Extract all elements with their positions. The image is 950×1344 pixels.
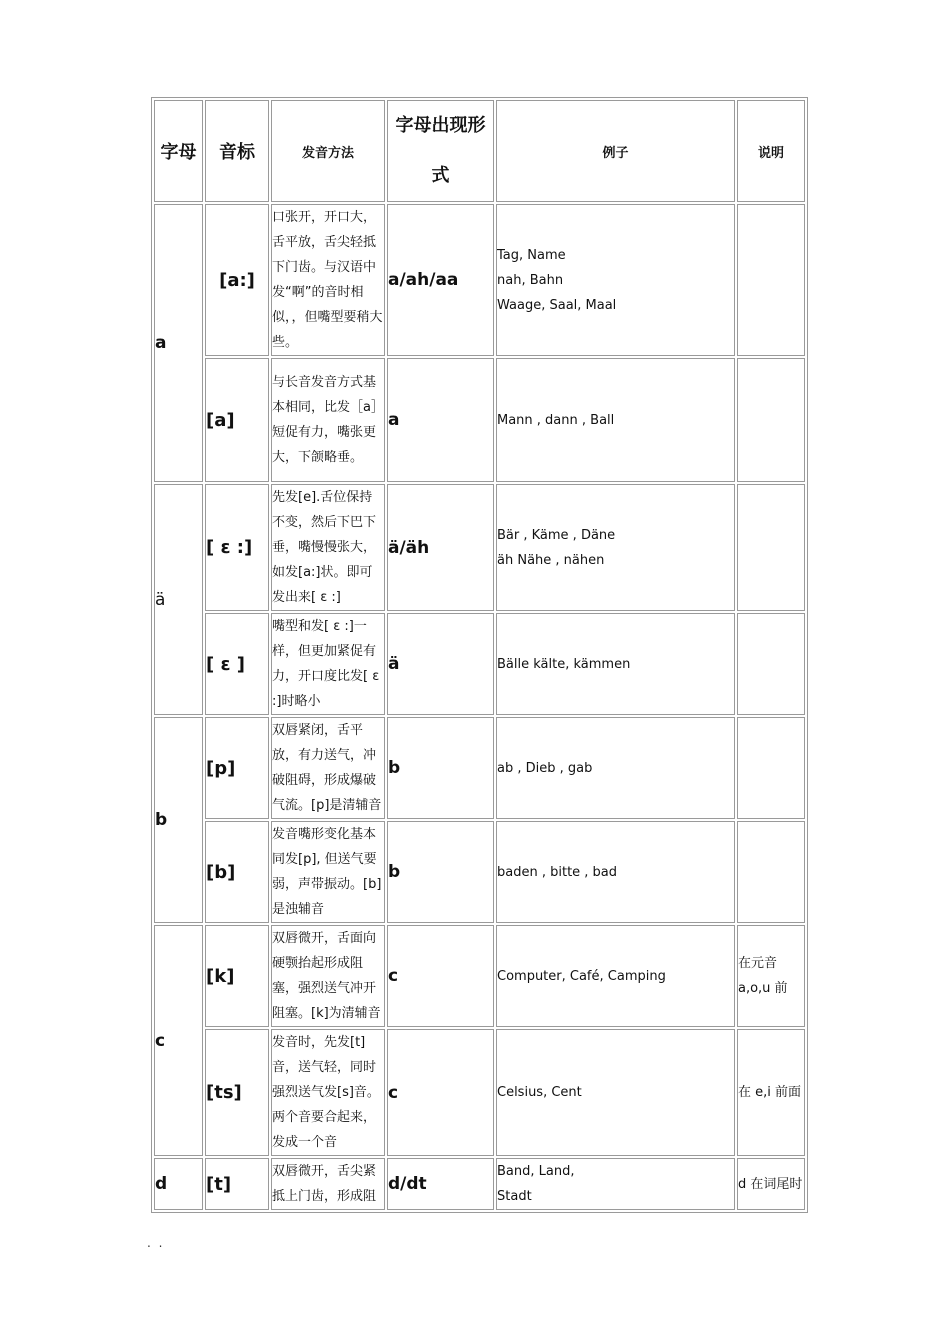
letter-cell: ä <box>154 484 203 715</box>
form-cell: b <box>387 821 494 923</box>
note-cell <box>737 358 805 482</box>
examples-cell <box>496 484 735 611</box>
example-line: Band, Land, <box>497 1164 575 1179</box>
header-examples: 例子 <box>496 100 735 202</box>
form-cell: a/ah/aa <box>387 204 494 356</box>
note-cell: d 在词尾时 <box>737 1158 805 1210</box>
table-row <box>154 821 805 923</box>
example-line: Celsius, Cent <box>497 1085 582 1100</box>
table-row <box>154 1029 805 1156</box>
ipa-cell: [ ɛ ] <box>205 613 269 715</box>
example-line: nah, Bahn <box>497 272 564 288</box>
method-cell: 双唇微开，舌尖紧抵上门齿，形成阻 <box>271 1158 385 1210</box>
example-line: Tag, Name <box>497 247 566 263</box>
example-line: Mann , dann , Ball <box>497 412 615 428</box>
note-cell <box>737 821 805 923</box>
examples-cell <box>496 717 735 819</box>
footer-dots: . . <box>147 1236 165 1250</box>
letter-cell: c <box>154 925 203 1156</box>
example-line: baden , bitte , bad <box>497 864 618 880</box>
table-row <box>154 484 805 611</box>
method-cell: 与长音发音方式基本相同，比发［a］短促有力，嘴张更大，下颌略垂。 <box>271 358 385 482</box>
examples-cell <box>496 1029 735 1156</box>
example-line: äh Nähe , nähen <box>497 552 605 568</box>
example-line: Stadt <box>497 1189 532 1204</box>
note-cell <box>737 484 805 611</box>
form-cell: ä/äh <box>387 484 494 611</box>
examples-cell <box>496 613 735 715</box>
table-row <box>154 925 805 1027</box>
form-cell: c <box>387 925 494 1027</box>
header-method: 发音方法 <box>271 100 385 202</box>
header-ipa: 音标 <box>205 100 269 202</box>
header-form: 字母出现形式 <box>387 100 494 202</box>
ipa-cell: [a] <box>205 358 269 482</box>
table-row <box>154 1158 805 1210</box>
note-cell <box>737 613 805 715</box>
note-cell <box>737 717 805 819</box>
form-cell: c <box>387 1029 494 1156</box>
method-cell: 嘴型和发[ ɛ :]一样，但更加紧促有力，开口度比发[ ɛ :]时略小 <box>271 613 385 715</box>
letter-cell: a <box>154 204 203 482</box>
example-line: Computer, Café, Camping <box>497 968 666 984</box>
form-cell: ä <box>387 613 494 715</box>
header-notes: 说明 <box>737 100 805 202</box>
method-cell: 先发[e].舌位保持不变，然后下巴下垂，嘴慢慢张大，如发[a:]状。即可发出来[ ɛ :] <box>271 484 385 611</box>
table-row <box>154 358 805 482</box>
method-cell: 发音时，先发[t]音，送气轻，同时强烈送气发[s]音。两个音要合起来，发成一个音 <box>271 1029 385 1156</box>
ipa-cell: [ ɛ :] <box>205 484 269 611</box>
example-line: Bär , Käme , Däne <box>497 527 616 543</box>
ipa-cell: [ts] <box>205 1029 269 1156</box>
header-row <box>154 100 805 202</box>
table-row <box>154 717 805 819</box>
phonetics-table <box>151 97 808 1213</box>
ipa-cell: [b] <box>205 821 269 923</box>
method-cell: 发音嘴形变化基本同发[p], 但送气要弱，声带振动。[b]是浊辅音 <box>271 821 385 923</box>
table-row <box>154 613 805 715</box>
method-cell: 双唇紧闭，舌平放，有力送气，冲破阻碍，形成爆破气流。[p]是清辅音 <box>271 717 385 819</box>
letter-cell: b <box>154 717 203 923</box>
ipa-cell: [a:] <box>205 204 269 356</box>
note-cell <box>737 204 805 356</box>
examples-cell <box>496 1158 735 1210</box>
method-cell: 双唇微开，舌面向硬颚抬起形成阻塞，强烈送气冲开阻塞。[k]为清辅音 <box>271 925 385 1027</box>
examples-cell <box>496 204 735 356</box>
examples-cell <box>496 358 735 482</box>
header-letter: 字母 <box>154 100 203 202</box>
note-cell: 在元音 a,o,u 前 <box>737 925 805 1027</box>
note-cell: 在 e,i 前面 <box>737 1029 805 1156</box>
ipa-cell: [t] <box>205 1158 269 1210</box>
form-cell: a <box>387 358 494 482</box>
method-cell: 口张开，开口大，舌平放，舌尖轻抵下门齿。与汉语中发“啊”的音时相似，，但嘴型要稍大些。 <box>271 204 385 356</box>
example-line: Waage, Saal, Maal <box>497 297 617 313</box>
examples-cell <box>496 925 735 1027</box>
example-line: Bälle kälte, kämmen <box>497 656 631 672</box>
ipa-cell: [k] <box>205 925 269 1027</box>
ipa-cell: [p] <box>205 717 269 819</box>
table-row <box>154 204 805 356</box>
form-cell: d/dt <box>387 1158 494 1210</box>
form-cell: b <box>387 717 494 819</box>
example-line: ab , Dieb , gab <box>497 760 593 776</box>
examples-cell <box>496 821 735 923</box>
letter-cell: d <box>154 1158 203 1210</box>
